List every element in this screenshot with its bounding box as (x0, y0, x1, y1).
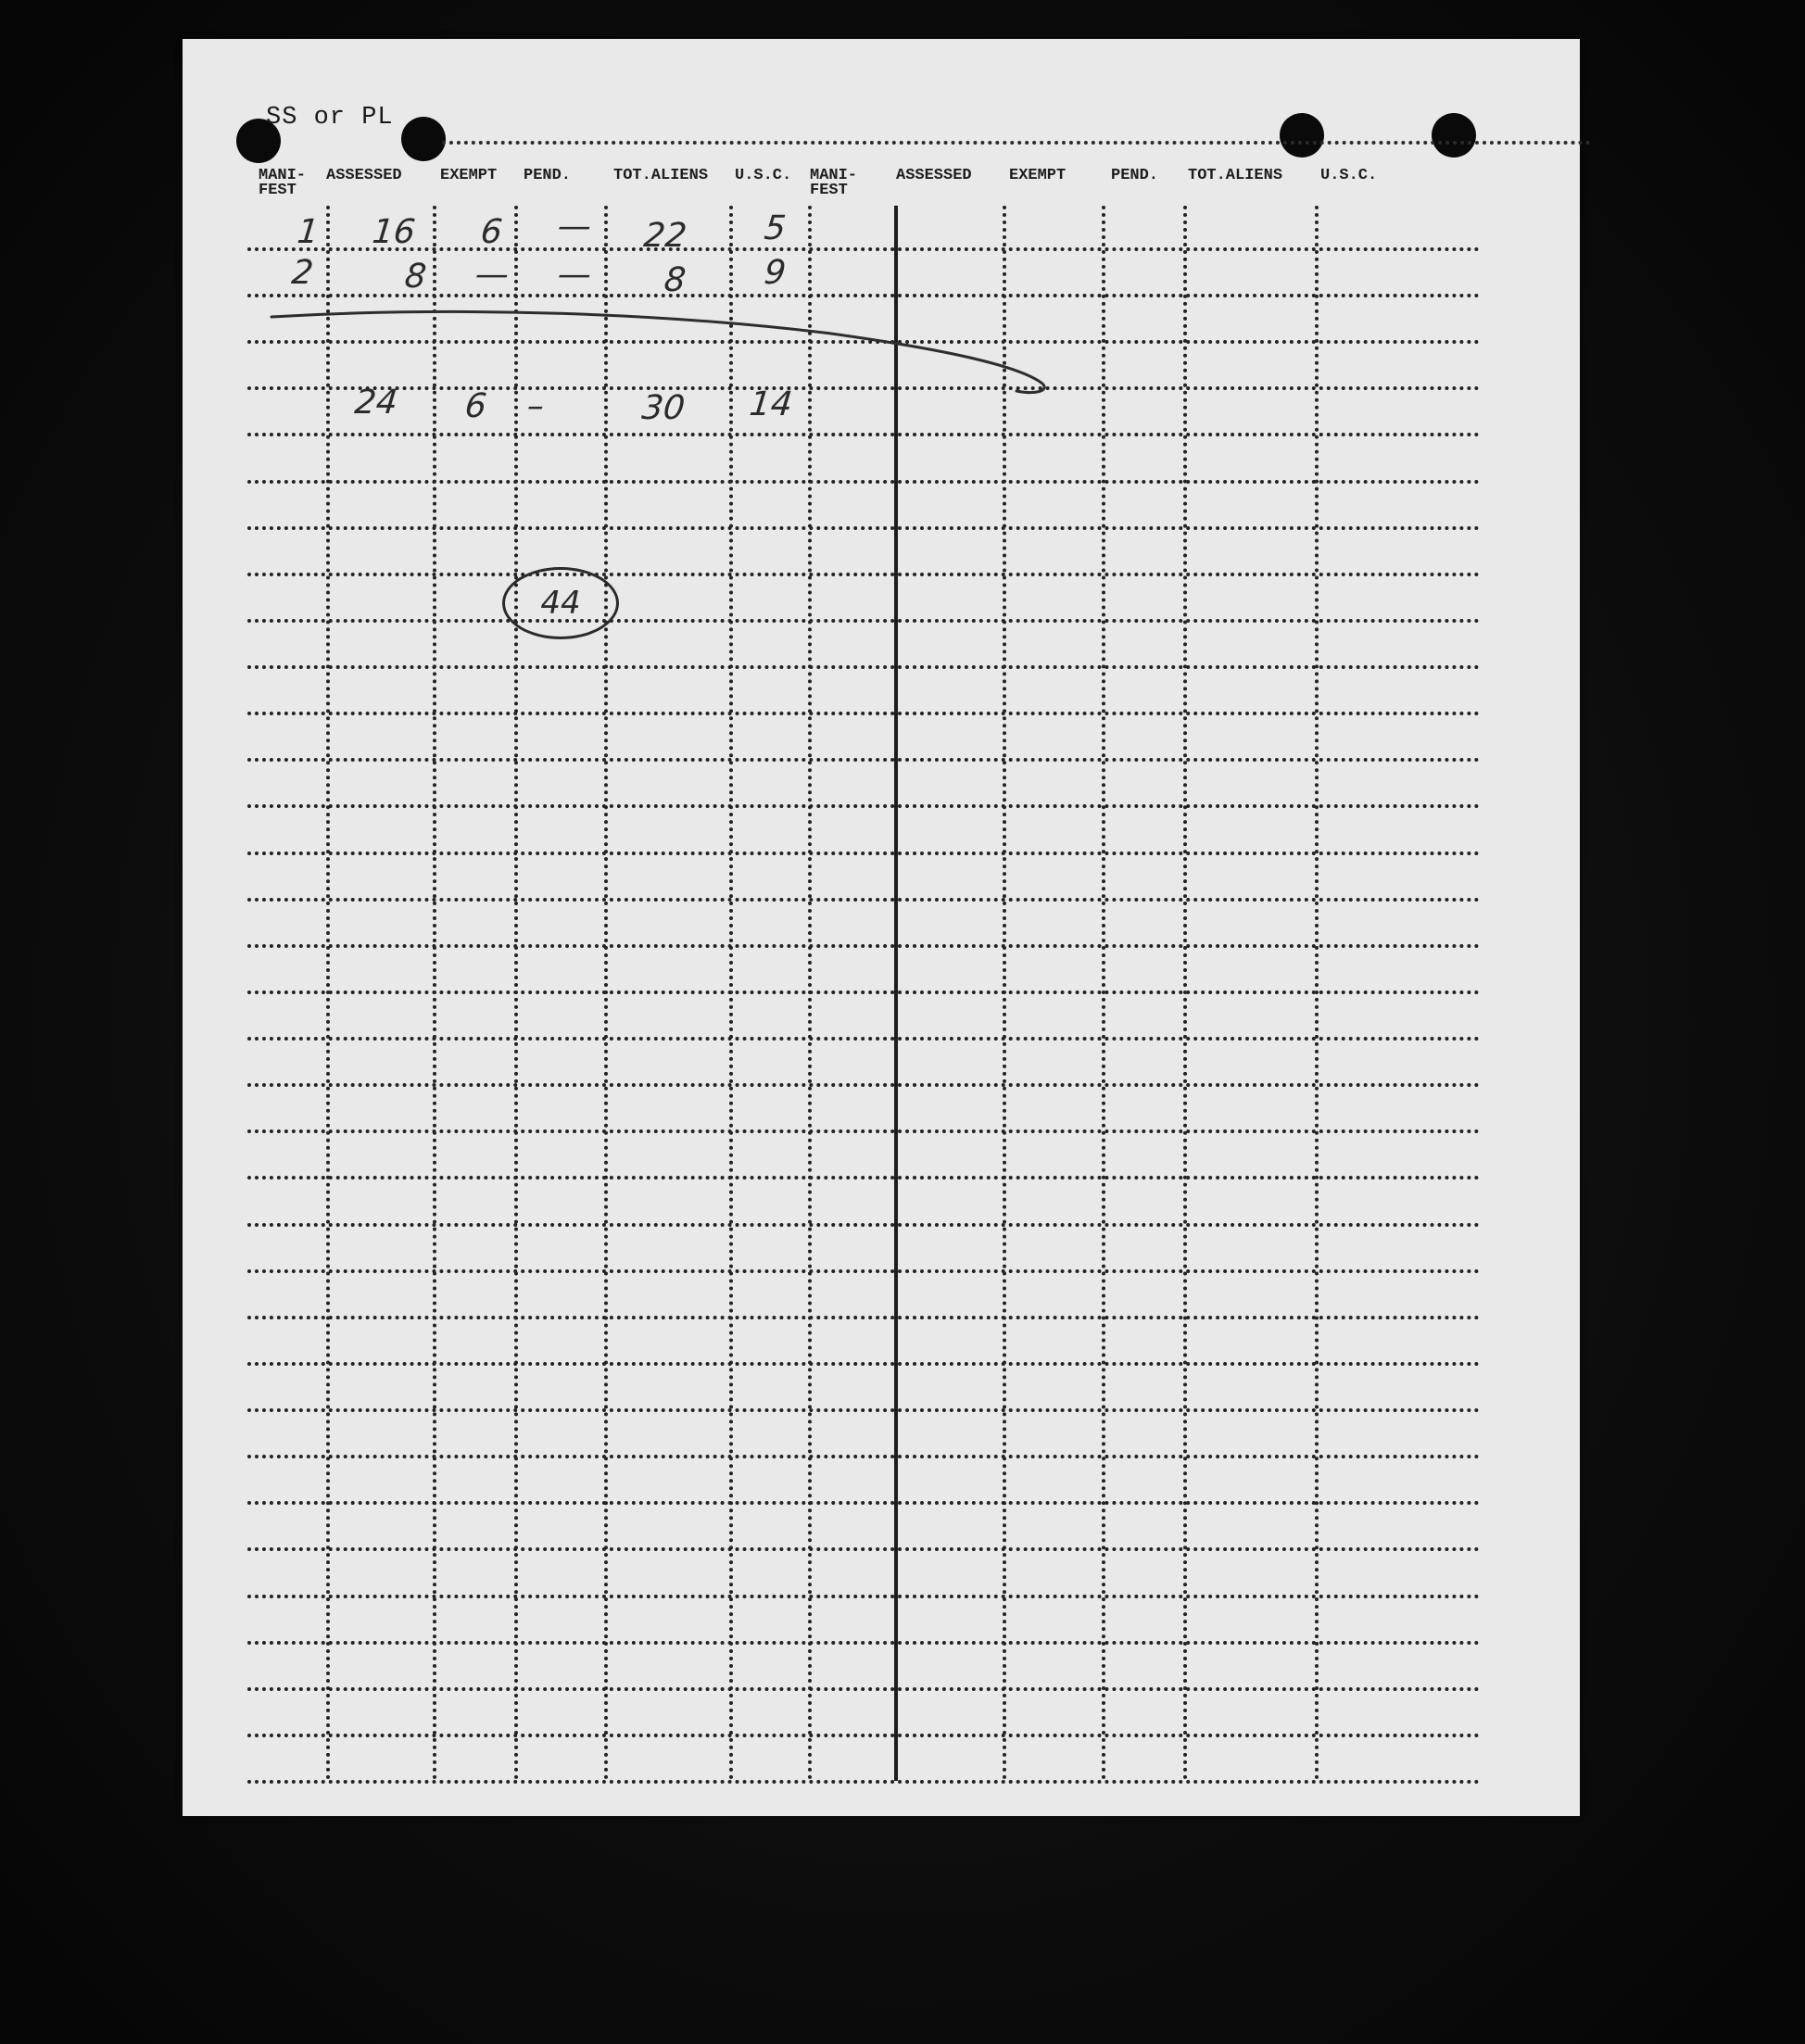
totals-exempt: 6 (462, 387, 489, 425)
header-right-assessed: ASSESSED (896, 167, 972, 184)
header-right-tot-aliens: TOT.ALIENS (1188, 167, 1283, 184)
row1-usc: 5 (762, 209, 789, 247)
row1-pend: — (555, 208, 594, 246)
row2-assessed: 8 (402, 258, 429, 296)
grand-total: 44 (540, 585, 581, 622)
total-underline-stroke (183, 39, 1580, 1816)
header-left-tot-aliens: TOT.ALIENS (613, 167, 709, 184)
totals-assessed: 24 (352, 384, 399, 422)
row2-pend: — (555, 256, 594, 294)
row1-tot-aliens: 22 (641, 217, 688, 255)
header-right-pend: PEND. (1111, 167, 1159, 184)
totals-tot-aliens: 30 (639, 389, 687, 427)
row2-tot-aliens: 8 (662, 261, 688, 299)
header-left-manifest: MANI- FEST (259, 167, 307, 199)
row1-manifest: 1 (295, 213, 322, 251)
ledger-sheet (183, 39, 1580, 1816)
header-left-exempt: EXEMPT (440, 167, 498, 184)
row2-exempt: — (473, 256, 511, 294)
row1-assessed: 16 (370, 213, 417, 251)
header-left-assessed: ASSESSED (326, 167, 402, 184)
header-right-usc: U.S.C. (1320, 167, 1378, 184)
row2-usc: 9 (762, 254, 789, 292)
row1-exempt: 6 (478, 213, 505, 251)
header-left-pend: PEND. (524, 167, 572, 184)
form-identifier: SS or PL (266, 104, 394, 132)
totals-usc: 14 (747, 385, 794, 423)
row2-manifest: 2 (289, 254, 316, 292)
totals-pend: – (524, 387, 547, 425)
header-right-manifest: MANI- FEST (810, 167, 858, 199)
header-left-usc: U.S.C. (735, 167, 792, 184)
header-right-exempt: EXEMPT (1009, 167, 1067, 184)
